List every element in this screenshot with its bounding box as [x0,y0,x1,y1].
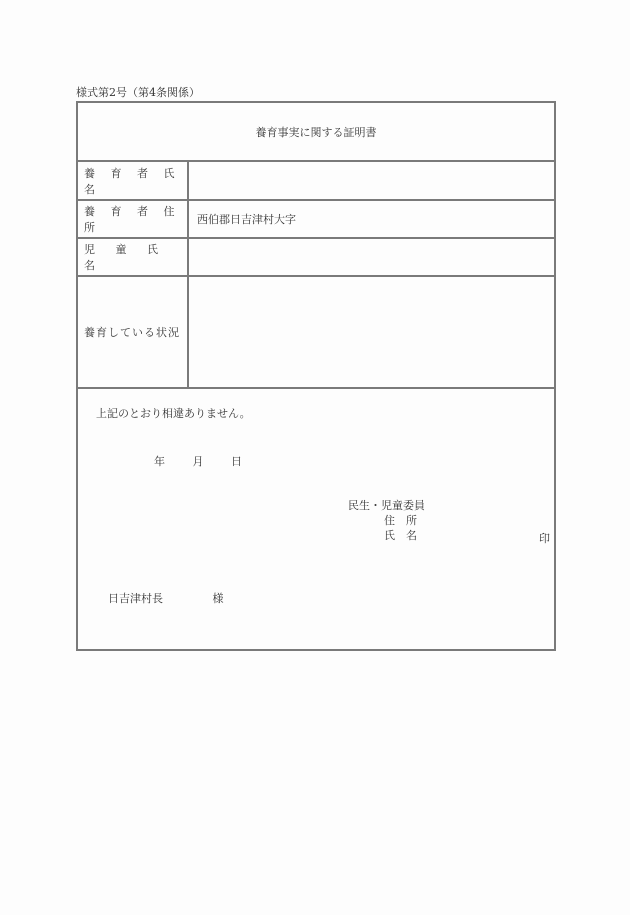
date-line [154,453,266,469]
certificate-form [76,101,556,651]
date-day: 日 [231,455,242,468]
guardian-address-field[interactable]: 西伯郡日吉津村大字 [197,213,296,226]
guardian-name-field[interactable] [191,162,554,199]
child-name-field[interactable] [191,239,554,275]
addressee-honorific: 様 [212,592,224,605]
care-status-row [78,277,554,389]
addressee-name: 日吉津村長 [108,592,163,605]
commissioner-address-label: 住 所 [384,514,417,527]
child-name-row [78,239,554,277]
certification-statement: 上記のとおり相違ありません。 [96,407,251,420]
date-year: 年 [154,455,165,468]
commissioner-title: 民生・児童委員 [348,499,425,512]
care-status-label: 養育している状況 [78,277,189,387]
date-month: 月 [192,455,204,468]
guardian-name-label: 養 育 者 氏 名 [78,162,189,199]
seal-mark: 印 [539,532,550,545]
child-name-label: 児 童 氏 名 [78,239,189,275]
commissioner-block [348,498,425,543]
guardian-name-row [78,162,554,201]
guardian-address-row [78,201,554,239]
form-title [78,103,554,162]
form-number: 様式第2号（第4条関係） [76,86,200,99]
commissioner-name-label: 氏 名 [384,529,417,542]
guardian-address-label: 養 育 者 住 所 [78,201,189,237]
form-title-text: 養育事実に関する証明書 [255,125,377,139]
addressee-line [108,590,224,606]
care-status-field[interactable] [191,277,554,387]
